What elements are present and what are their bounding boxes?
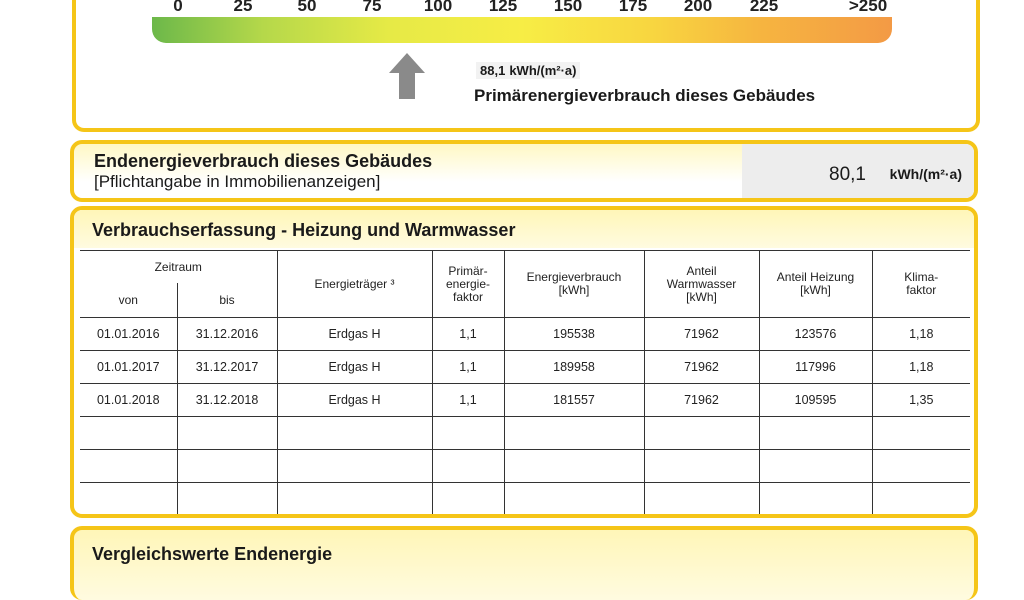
scale-tick: 25: [233, 0, 253, 15]
empty-cell: [177, 483, 277, 516]
empty-cell: [277, 450, 432, 483]
header-zeitraum: Zeitraum: [80, 251, 277, 284]
cell-klima: 1,18: [872, 351, 970, 384]
scale-tick: >250: [848, 0, 888, 15]
cell-klima: 1,18: [872, 318, 970, 351]
header-energieverbrauch: [504, 251, 644, 318]
primary-energy-label: Primärenergieverbrauch dieses Gebäudes: [474, 86, 816, 105]
scale-tick: 75: [362, 0, 382, 15]
cell-traeger: Erdgas H: [277, 384, 432, 417]
header-text: energie-: [445, 276, 491, 291]
empty-cell: [277, 417, 432, 450]
table-row: [80, 351, 970, 384]
empty-cell: [504, 450, 644, 483]
cell-klima: 1,35: [872, 384, 970, 417]
cell-warmwasser: 71962: [644, 318, 759, 351]
cell-faktor: 1,1: [432, 384, 504, 417]
scale-tick: 125: [488, 0, 518, 15]
cell-warmwasser: 71962: [644, 351, 759, 384]
cell-heizung: 117996: [759, 351, 872, 384]
empty-cell: [759, 450, 872, 483]
empty-cell: [759, 417, 872, 450]
header-text: [kWh]: [800, 283, 831, 297]
empty-cell: [872, 417, 970, 450]
header-text: Primär-: [448, 263, 488, 278]
cell-bis: 31.12.2016: [177, 318, 277, 351]
cell-verbrauch: 195538: [504, 318, 644, 351]
empty-cell: [80, 450, 177, 483]
header-text: Energieverbrauch: [526, 270, 622, 284]
cell-von: 01.01.2016: [80, 318, 177, 351]
cell-bis: 31.12.2018: [177, 384, 277, 417]
consumption-table: [80, 250, 970, 515]
empty-cell: [504, 483, 644, 516]
final-energy-title: Endenergieverbrauch dieses Gebäudes: [94, 151, 433, 171]
cell-bis: 31.12.2017: [177, 351, 277, 384]
cell-warmwasser: 71962: [644, 384, 759, 417]
header-energietraeger: Energieträger ³: [277, 251, 432, 318]
cell-von: 01.01.2018: [80, 384, 177, 417]
consumption-panel: [70, 206, 978, 518]
table-row-empty: [80, 483, 970, 516]
cell-faktor: 1,1: [432, 318, 504, 351]
header-primaerenergiefaktor: [432, 251, 504, 318]
header-text: faktor: [906, 283, 937, 297]
energy-color-bar: [152, 17, 892, 43]
cell-heizung: 123576: [759, 318, 872, 351]
comparison-panel: [70, 526, 978, 600]
final-energy-subtitle: [Pflichtangabe in Immobilienanzeigen]: [94, 172, 381, 191]
table-row: [80, 384, 970, 417]
header-klimafaktor: [872, 251, 970, 318]
header-text: [kWh]: [558, 283, 590, 297]
header-text: Anteil Heizung: [776, 270, 855, 284]
empty-cell: [432, 450, 504, 483]
cell-verbrauch: 181557: [504, 384, 644, 417]
empty-cell: [644, 483, 759, 516]
scale-tick: 100: [423, 0, 453, 15]
header-heizung: [759, 251, 872, 318]
empty-cell: [177, 450, 277, 483]
final-energy-unit: kWh/(m²·a): [889, 166, 962, 182]
header-text: Warmwasser: [666, 276, 737, 291]
header-text: Klima-: [904, 270, 939, 284]
scale-tick: 175: [618, 0, 648, 15]
cell-traeger: Erdgas H: [277, 318, 432, 351]
header-text: [kWh]: [686, 289, 717, 304]
cell-von: 01.01.2017: [80, 351, 177, 384]
final-energy-panel: [70, 140, 978, 202]
header-bis: bis: [177, 283, 277, 318]
empty-cell: [872, 483, 970, 516]
header-warmwasser: [644, 251, 759, 318]
empty-cell: [644, 450, 759, 483]
final-energy-value: 80,1: [829, 164, 866, 185]
scale-tick: 200: [683, 0, 713, 15]
cell-verbrauch: 189958: [504, 351, 644, 384]
empty-cell: [872, 450, 970, 483]
empty-cell: [504, 417, 644, 450]
cell-faktor: 1,1: [432, 351, 504, 384]
empty-cell: [644, 417, 759, 450]
consumption-title-bar: [74, 210, 974, 248]
comparison-title: Vergleichswerte Endenergie: [92, 544, 333, 564]
cell-traeger: Erdgas H: [277, 351, 432, 384]
empty-cell: [277, 483, 432, 516]
empty-cell: [80, 483, 177, 516]
scale-tick: 50: [297, 0, 317, 15]
scale-tick: 225: [749, 0, 779, 15]
cell-heizung: 109595: [759, 384, 872, 417]
table-row-empty: [80, 417, 970, 450]
empty-cell: [759, 483, 872, 516]
header-von: von: [80, 283, 177, 318]
header-text: faktor: [452, 289, 483, 304]
final-energy-value-field: [742, 144, 974, 198]
empty-cell: [177, 417, 277, 450]
table-row-empty: [80, 450, 970, 483]
scale-tick: 0: [173, 0, 183, 15]
empty-cell: [432, 417, 504, 450]
empty-cell: [80, 417, 177, 450]
primary-energy-value: [476, 62, 580, 79]
scale-tick: 150: [553, 0, 583, 15]
arrow-up-icon: [389, 53, 425, 99]
header-text: Anteil: [686, 263, 717, 278]
primary-value-number: 88,1: [480, 63, 506, 78]
table-row: [80, 318, 970, 351]
primary-value-unit: kWh/(m²·a): [509, 63, 577, 78]
consumption-title: Verbrauchserfassung - Heizung und Warmwasser: [92, 220, 516, 240]
empty-cell: [432, 483, 504, 516]
